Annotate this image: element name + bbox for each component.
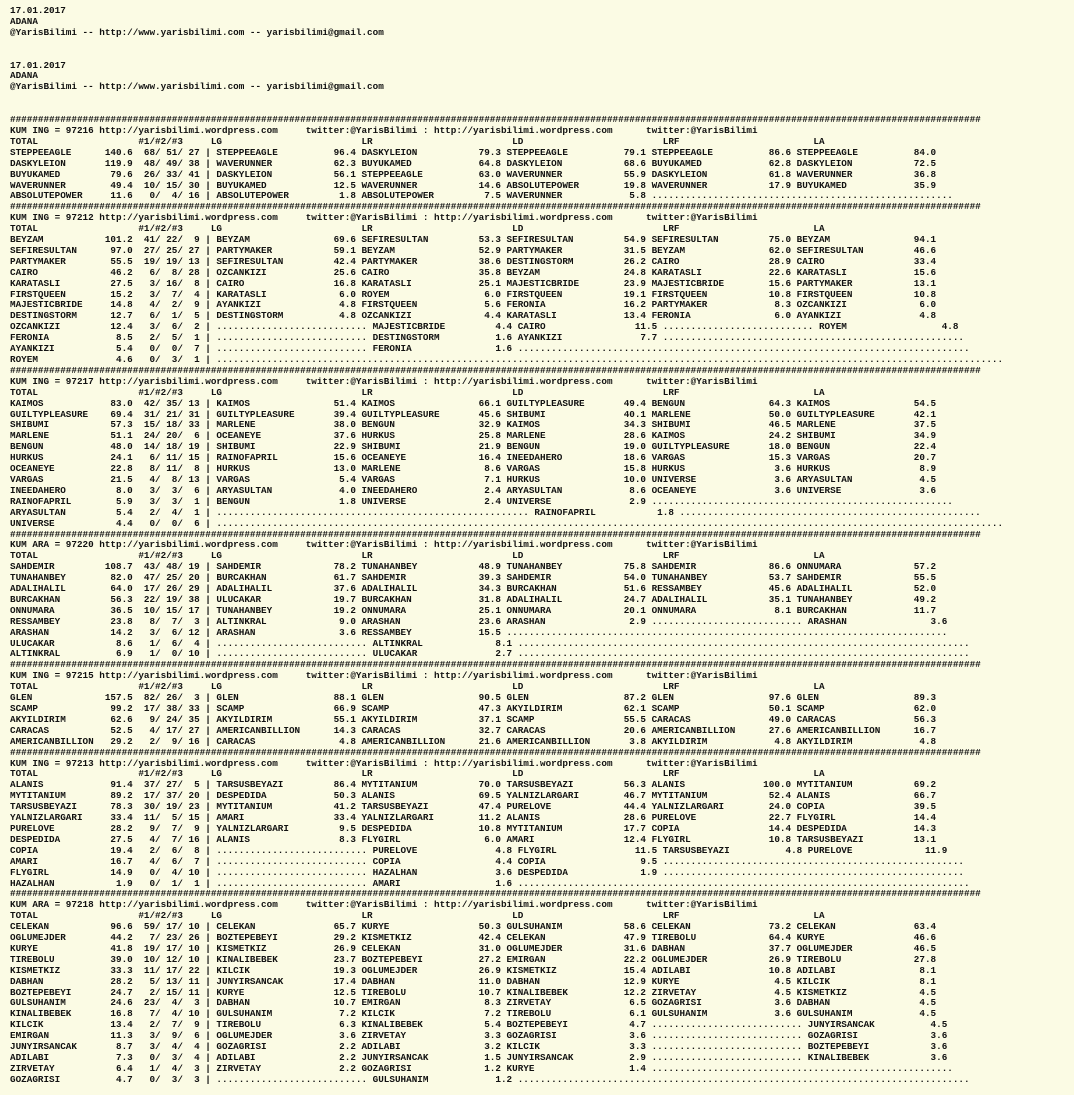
text-line: SCAMP 99.2 17/ 38/ 33 | SCAMP 66.9 SCAMP 47.3 AKYILDIRIM 62.1 SCAMP 50.1 SCAMP 62.0 xyxy=(10,703,937,714)
text-line: @YarisBilimi -- http://www.yarisbilimi.com -- yarisbilimi@gmail.com xyxy=(10,26,384,38)
text-line: AMERICANBILLION 29.2 2/ 9/ 16 | CARACAS 4.8 AMERICANBILLION 21.6 AMERICANBILLION 3.8 AKYILDIRIM 4.8 AKYILDIRIM 4.8 xyxy=(10,735,937,747)
text-line: OZCANKIZI 12.4 3/ 6/ 2 | ........................... MAJESTICBRIDE 4.4 CAIRO 11.5 ........................... ROYEM 4.8 xyxy=(10,321,959,333)
text-line: TIREBOLU 39.0 10/ 12/ 10 | KINALIBEBEK 23.7 BOZTEPEBEYI 27.2 EMIRGAN 22.2 OGLUMEJDER 26.9 TIREBOLU 27.8 xyxy=(10,953,937,965)
text-line: KAIMOS 83.0 42/ 35/ 13 | KAIMOS 51.4 KAIMOS 66.1 GUILTYPLEASURE 49.4 BENGUN 64.3 KAIMOS 54.5 xyxy=(10,397,937,409)
text-line: HURKUS 24.1 6/ 11/ 15 | RAINOFAPRIL 15.6 OCEANEYE 16.4 INEEDAHERO 18.6 VARGAS 15.3 VARGAS 20.7 xyxy=(10,452,937,464)
text-line: SHIBUMI 57.3 15/ 18/ 33 | MARLENE 38.0 BENGUN 32.9 KAIMOS 34.3 SHIBUMI 46.5 MARLENE 37.5 xyxy=(10,419,937,431)
text-line: ABSOLUTEPOWER 11.6 0/ 4/ 16 | ABSOLUTEPOWER 1.8 ABSOLUTEPOWER 7.5 WAVERUNNER 5.8 ...................................................... xyxy=(10,190,953,202)
text-line: KUM ARA = 97218 http://yarisbilimi.wordpress.com twitter:@YarisBilimi : http://yarisbilimi.wordpress.com twitter:@YarisBilimi xyxy=(10,899,758,911)
text-line: KUM ARA = 97220 http://yarisbilimi.wordpress.com twitter:@YarisBilimi : http://yarisbilimi.wordpress.com twitter:@YarisBilimi xyxy=(10,539,758,551)
text-line xyxy=(10,39,1074,50)
text-line: 17.01.2017 xyxy=(10,5,66,16)
text-line: CAIRO 46.2 6/ 8/ 28 | OZCANKIZI 25.6 CAIRO 35.8 BEYZAM 24.8 KARATASLI 22.6 KARATASLI 15.6 xyxy=(10,266,937,278)
text-line: HAZALHAN 1.9 0/ 1/ 1 | ........................... AMARI 1.6 ................................................................................. xyxy=(10,877,970,889)
text-line: BEYZAM 101.2 41/ 22/ 9 | BEYZAM 69.6 SEFIRESULTAN 53.3 SEFIRESULTAN 54.9 SEFIRESULTAN 75.0 BEYZAM 94.1 xyxy=(10,234,937,246)
text-line: SAHDEMIR 108.7 43/ 48/ 19 | SAHDEMIR 78.2 TUNAHANBEY 48.9 TUNAHANBEY 75.8 SAHDEMIR 86.6 ONNUMARA 57.2 xyxy=(10,561,937,573)
text-line: OCEANEYE 22.8 8/ 11/ 8 | HURKUS 13.0 MARLENE 8.6 VARGAS 15.8 HURKUS 3.6 HURKUS 8.9 xyxy=(10,463,937,475)
text-line: CELEKAN 96.6 59/ 17/ 10 | CELEKAN 65.7 KURYE 50.3 GULSUHANIM 58.6 CELEKAN 73.2 CELEKAN 63.4 xyxy=(10,921,937,933)
separator-line: ############################################################################################################################################################################## xyxy=(10,888,981,900)
text-line: EMIRGAN 11.3 3/ 9/ 6 | OGLUMEJDER 3.6 ZIRVETAY 3.3 GOZAGRISI 3.6 ........................... GOZAGRISI 3.6 xyxy=(10,1030,948,1042)
text-line: TOTAL #1/#2/#3 LG LR LD LRF LA xyxy=(10,135,825,147)
text-line: DESPEDIDA 27.5 4/ 7/ 16 | ALANIS 8.3 FLYGIRL 6.0 AMARI 12.4 FLYGIRL 10.8 TARSUSBEYAZI 13.1 xyxy=(10,833,937,845)
separator-line: ############################################################################################################################################################################## xyxy=(10,528,981,540)
text-line: KISMETKIZ 33.3 11/ 17/ 22 | KILCIK 19.3 OGLUMEJDER 26.9 KISMETKIZ 15.4 ADILABI 10.8 ADILABI 8.1 xyxy=(10,964,937,976)
text-line: KUM ING = 97213 http://yarisbilimi.wordpress.com twitter:@YarisBilimi : http://yarisbilimi.wordpress.com twitter:@YarisBilimi xyxy=(10,757,758,769)
text-line: ONNUMARA 36.5 10/ 15/ 17 | TUNAHANBEY 19.2 ONNUMARA 25.1 ONNUMARA 20.1 ONNUMARA 8.1 BURCAKHAN 11.7 xyxy=(10,604,937,616)
text-line: KUM ING = 97212 http://yarisbilimi.wordpress.com twitter:@YarisBilimi : http://yarisbilimi.wordpress.com twitter:@YarisBilimi xyxy=(10,212,758,224)
text-line: FLYGIRL 14.9 0/ 4/ 10 | ........................... HAZALHAN 3.6 DESPEDIDA 1.9 ...................................................... xyxy=(10,866,965,878)
text-line: ROYEM 4.6 0/ 3/ 1 | ............................................................................................................................................. xyxy=(10,354,1004,365)
text-line xyxy=(10,93,1074,104)
text-line: FERONIA 8.5 2/ 5/ 1 | ........................... DESTINGSTORM 1.6 AYANKIZI 7.7 ...................................................... xyxy=(10,332,965,344)
text-line: DABHAN 28.2 5/ 13/ 11 | JUNYIRSANCAK 17.4 DABHAN 11.0 DABHAN 12.9 KURYE 4.5 KILCIK 8.1 xyxy=(10,975,937,987)
text-line: PURELOVE 28.2 9/ 7/ 9 | YALNIZLARGARI 9.5 DESPEDIDA 10.8 MYTITANIUM 17.7 COPIA 14.4 DESPEDIDA 14.3 xyxy=(10,822,937,834)
text-line: AKYILDIRIM 62.6 9/ 24/ 35 | AKYILDIRIM 55.1 AKYILDIRIM 37.1 SCAMP 55.5 CARACAS 49.0 CARACAS 56.3 xyxy=(10,713,937,725)
text-line: TOTAL #1/#2/#3 LG LR LD LRF LA xyxy=(10,223,825,235)
text-line: VARGAS 21.5 4/ 8/ 13 | VARGAS 5.4 VARGAS 7.1 HURKUS 10.0 UNIVERSE 3.6 ARYASULTAN 4.5 xyxy=(10,473,937,485)
separator-line: ############################################################################################################################################################################## xyxy=(10,364,981,376)
text-line: ADILABI 7.3 0/ 3/ 4 | ADILABI 2.2 JUNYIRSANCAK 1.5 JUNYIRSANCAK 2.9 ........................... KINALIBEBEK 3.6 xyxy=(10,1052,948,1063)
text-line: KURYE 41.8 19/ 17/ 10 | KISMETKIZ 26.9 CELEKAN 31.0 OGLUMEJDER 31.6 DABHAN 37.7 OGLUMEJDER 46.5 xyxy=(10,942,937,954)
text-line: KILCIK 13.4 2/ 7/ 9 | TIREBOLU 6.3 KINALIBEBEK 5.4 BOZTEPEBEYI 4.7 ........................... JUNYIRSANCAK 4.5 xyxy=(10,1019,948,1031)
text-line: BOZTEPEBEYI 24.7 2/ 15/ 11 | KURYE 12.5 TIREBOLU 10.7 KINALIBEBEK 12.2 ZIRVETAY 4.5 KISMETKIZ 4.5 xyxy=(10,986,937,998)
text-line: ALANIS 91.4 37/ 27/ 5 | TARSUSBEYAZI 86.4 MYTITANIUM 70.0 TARSUSBEYAZI 56.3 ALANIS 100.0 MYTITANIUM 69.2 xyxy=(10,779,937,791)
text-line: RAINOFAPRIL 5.9 3/ 3/ 1 | BENGUN 1.8 UNIVERSE 2.4 UNIVERSE 2.9 ...................................................... xyxy=(10,495,953,507)
text-line: STEPPEEAGLE 140.6 68/ 51/ 27 | STEPPEEAGLE 96.4 DASKYLEION 79.3 STEPPEEAGLE 79.1 STEPPEEAGLE 86.6 STEPPEEAGLE 84.0 xyxy=(10,146,937,158)
text-line: INEEDAHERO 8.0 3/ 3/ 6 | ARYASULTAN 4.0 INEEDAHERO 2.4 ARYASULTAN 8.6 OCEANEYE 3.6 UNIVERSE 3.6 xyxy=(10,484,937,496)
text-line: TOTAL #1/#2/#3 LG LR LD LRF LA xyxy=(10,681,825,693)
text-line: DASKYLEION 119.9 48/ 49/ 38 | WAVERUNNER 62.3 BUYUKAMED 64.8 DASKYLEION 68.6 BUYUKAMED 62.8 DASKYLEION 72.5 xyxy=(10,157,937,169)
text-line: AYANKIZI 5.4 0/ 0/ 7 | ........................... FERONIA 1.6 ................................................................................. xyxy=(10,343,970,355)
text-line: RESSAMBEY 23.8 8/ 7/ 3 | ALTINKRAL 9.0 ARASHAN 23.6 ARASHAN 2.9 ........................... ARASHAN 3.6 xyxy=(10,615,948,627)
text-line: ADALIHALIL 64.0 17/ 26/ 29 | ADALIHALIL 37.6 ADALIHALIL 34.3 BURCAKHAN 51.6 RESSAMBEY 45.6 ADALIHALIL 52.0 xyxy=(10,583,937,595)
text-line: KUM ING = 97215 http://yarisbilimi.wordpress.com twitter:@YarisBilimi : http://yarisbilimi.wordpress.com twitter:@YarisBilimi xyxy=(10,670,758,682)
text-line: CARACAS 52.5 4/ 17/ 27 | AMERICANBILLION 14.3 CARACAS 32.7 CARACAS 20.6 AMERICANBILLION 27.6 AMERICANBILLION 16.7 xyxy=(10,724,937,736)
text-line xyxy=(10,50,1074,61)
text-line: KINALIBEBEK 16.8 7/ 4/ 10 | GULSUHANIM 7.2 KILCIK 7.2 TIREBOLU 6.1 GULSUHANIM 3.6 GULSUHANIM 4.5 xyxy=(10,1008,937,1020)
text-line: COPIA 19.4 2/ 6/ 8 | ........................... PURELOVE 4.8 FLYGIRL 11.5 TARSUSBEYAZI 4.8 PURELOVE 11.9 xyxy=(10,844,948,856)
text-line: TARSUSBEYAZI 78.3 30/ 19/ 23 | MYTITANIUM 41.2 TARSUSBEYAZI 47.4 PURELOVE 44.4 YALNIZLARGARI 24.0 COPIA 39.5 xyxy=(10,801,937,813)
text-line: SEFIRESULTAN 97.0 27/ 25/ 27 | PARTYMAKER 59.1 BEYZAM 52.9 PARTYMAKER 31.5 BEYZAM 62.0 SEFIRESULTAN 46.6 xyxy=(10,244,937,256)
separator-line: ############################################################################################################################################################################## xyxy=(10,659,981,671)
text-line: TOTAL #1/#2/#3 LG LR LD LRF LA xyxy=(10,386,825,398)
text-line: JUNYIRSANCAK 8.7 3/ 4/ 4 | GOZAGRISI 2.2 ADILABI 3.2 KILCIK 3.3 ........................... BOZTEPEBEYI 3.6 xyxy=(10,1041,948,1053)
text-line: TOTAL #1/#2/#3 LG LR LD LRF LA xyxy=(10,910,825,922)
text-line: MAJESTICBRIDE 14.8 4/ 2/ 9 | AYANKIZI 4.8 FIRSTQUEEN 5.6 FERONIA 16.2 PARTYMAKER 8.3 OZCANKIZI 6.0 xyxy=(10,299,937,311)
text-line: GUILTYPLEASURE 69.4 31/ 21/ 31 | GUILTYPLEASURE 39.4 GUILTYPLEASURE 45.6 SHIBUMI 40.1 MARLENE 50.0 GUILTYPLEASURE 42.1 xyxy=(10,408,937,420)
text-line: GOZAGRISI 4.7 0/ 3/ 3 | ........................... GULSUHANIM 1.2 ................................................................................. xyxy=(10,1073,970,1085)
text-line: UNIVERSE 4.4 0/ 0/ 6 | ............................................................................................................................................. xyxy=(10,517,1004,529)
text-line: ULUCAKAR 8.6 1/ 6/ 4 | ........................... ALTINKRAL 8.1 ................................................................................. xyxy=(10,637,970,649)
text-line: ADANA xyxy=(10,70,38,82)
text-line: ALTINKRAL 6.9 1/ 0/ 10 | ........................... ULUCAKAR 2.7 ................................................................................. xyxy=(10,648,970,660)
text-line: 17.01.2017 xyxy=(10,59,66,71)
text-line: BURCAKHAN 56.3 22/ 19/ 38 | ULUCAKAR 19.7 BURCAKHAN 31.8 ADALIHALIL 24.7 ADALIHALIL 35.1 TUNAHANBEY 49.2 xyxy=(10,593,937,605)
text-line: AMARI 16.7 4/ 6/ 7 | ........................... COPIA 4.4 COPIA 9.5 ...................................................... xyxy=(10,855,965,867)
separator-line: ############################################################################################################################################################################## xyxy=(10,746,981,758)
text-line: MYTITANIUM 89.2 17/ 37/ 20 | DESPEDIDA 50.3 ALANIS 69.5 YALNIZLARGARI 46.7 MYTITANIUM 52.4 ALANIS 66.7 xyxy=(10,790,937,802)
text-line: BUYUKAMED 79.6 26/ 33/ 41 | DASKYLEION 56.1 STEPPEEAGLE 63.0 WAVERUNNER 55.9 DASKYLEION 61.8 WAVERUNNER 36.8 xyxy=(10,168,937,180)
text-line: GULSUHANIM 24.6 23/ 4/ 3 | DABHAN 10.7 EMIRGAN 8.3 ZIRVETAY 6.5 GOZAGRISI 3.6 DABHAN 4.5 xyxy=(10,997,937,1009)
text-line: ARYASULTAN 5.4 2/ 4/ 1 | ........................................................ RAINOFAPRIL 1.8 ...................................................... xyxy=(10,506,981,518)
text-line: DESTINGSTORM 12.7 6/ 1/ 5 | DESTINGSTORM 4.8 OZCANKIZI 4.4 KARATASLI 13.4 FERONIA 6.0 AYANKIZI 4.8 xyxy=(10,310,937,322)
text-line: MARLENE 51.1 24/ 20/ 6 | OCEANEYE 37.6 HURKUS 25.8 MARLENE 28.6 KAIMOS 24.2 SHIBUMI 34.9 xyxy=(10,430,937,442)
text-line: TOTAL #1/#2/#3 LG LR LD LRF LA xyxy=(10,550,825,562)
text-line: KARATASLI 27.5 3/ 16/ 8 | CAIRO 16.8 KARATASLI 25.1 MAJESTICBRIDE 23.9 MAJESTICBRIDE 15.6 PARTYMAKER 13.1 xyxy=(10,277,937,289)
text-line: GLEN 157.5 82/ 26/ 3 | GLEN 88.1 GLEN 90.5 GLEN 87.2 GLEN 97.6 GLEN 89.3 xyxy=(10,692,937,704)
text-line: OGLUMEJDER 44.2 7/ 23/ 26 | BOZTEPEBEYI 29.2 KISMETKIZ 42.4 CELEKAN 47.9 TIREBOLU 64.4 KURYE 46.6 xyxy=(10,932,937,944)
text-line: BENGUN 48.0 14/ 18/ 19 | SHIBUMI 22.9 SHIBUMI 21.9 BENGUN 19.0 GUILTYPLEASURE 18.0 BENGUN 22.4 xyxy=(10,441,937,453)
text-line: KUM ING = 97216 http://yarisbilimi.wordpress.com twitter:@YarisBilimi : http://yarisbilimi.wordpress.com twitter:@YarisBilimi xyxy=(10,124,758,136)
separator-line: ############################################################################################################################################################################## xyxy=(10,201,981,213)
text-line: TUNAHANBEY 82.0 47/ 25/ 20 | BURCAKHAN 61.7 SAHDEMIR 39.3 SAHDEMIR 54.0 TUNAHANBEY 53.7 SAHDEMIR 55.5 xyxy=(10,572,937,584)
text-line: ARASHAN 14.2 3/ 6/ 12 | ARASHAN 3.6 RESSAMBEY 15.5 ............................................................................... xyxy=(10,626,948,638)
text-line: YALNIZLARGARI 33.4 11/ 5/ 15 | AMARI 33.4 YALNIZLARGARI 11.2 ALANIS 28.6 PURELOVE 22.7 FLYGIRL 14.4 xyxy=(10,812,937,824)
text-line: WAVERUNNER 49.4 10/ 15/ 30 | BUYUKAMED 12.5 WAVERUNNER 14.6 ABSOLUTEPOWER 19.8 WAVERUNNER 17.9 BUYUKAMED 35.9 xyxy=(10,179,937,191)
text-line: KUM ING = 97217 http://yarisbilimi.wordpress.com twitter:@YarisBilimi : http://yarisbilimi.wordpress.com twitter:@YarisBilimi xyxy=(10,375,758,387)
text-line: FIRSTQUEEN 15.2 3/ 7/ 4 | KARATASLI 6.0 ROYEM 6.0 FIRSTQUEEN 19.1 FIRSTQUEEN 10.8 FIRSTQUEEN 10.8 xyxy=(10,288,937,300)
text-line: TOTAL #1/#2/#3 LG LR LD LRF LA xyxy=(10,768,825,780)
separator-line: ############################################################################################################################################################################## xyxy=(10,114,981,126)
text-line: PARTYMAKER 55.5 19/ 19/ 13 | SEFIRESULTAN 42.4 PARTYMAKER 38.6 DESTINGSTORM 26.2 CAIRO 28.9 CAIRO 33.4 xyxy=(10,255,937,267)
text-line: @YarisBilimi -- http://www.yarisbilimi.com -- yarisbilimi@gmail.com xyxy=(10,81,384,93)
text-line: ZIRVETAY 6.4 1/ 4/ 3 | ZIRVETAY 2.2 GOZAGRISI 1.2 KURYE 1.4 ...................................................... xyxy=(10,1062,953,1074)
text-line: ADANA xyxy=(10,15,38,27)
